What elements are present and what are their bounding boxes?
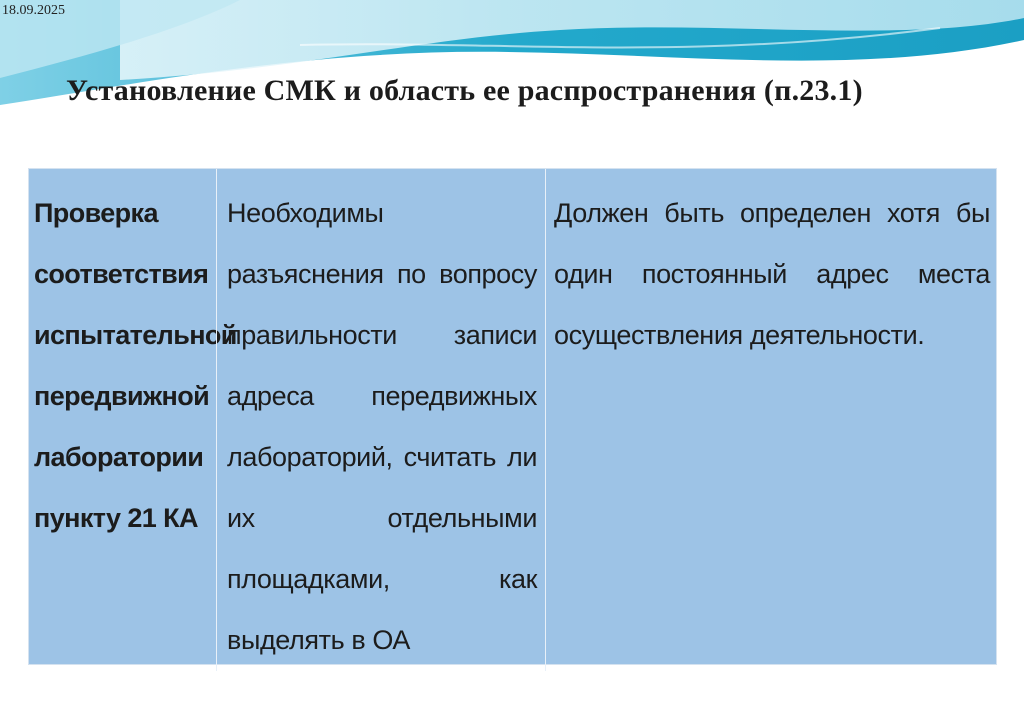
- table-cell-topic: Проверка соответствия испытательной передвижной лаборатории пункту 21 КА: [34, 198, 237, 533]
- slide-title: Установление СМК и область ее распространения (п.23.1): [66, 74, 863, 107]
- table-cell-question: Необходимы разъяснения по вопросу правильности записи адреса передвижных лабораторий, считать ли их отдельными площадками, как выделять в ОА: [216, 169, 545, 671]
- content-table: [28, 168, 997, 665]
- table-cell-answer: Должен быть определен хотя бы один постоянный адрес места осуществления деятельности.: [545, 169, 998, 671]
- slide-date: 18.09.2025: [2, 3, 65, 18]
